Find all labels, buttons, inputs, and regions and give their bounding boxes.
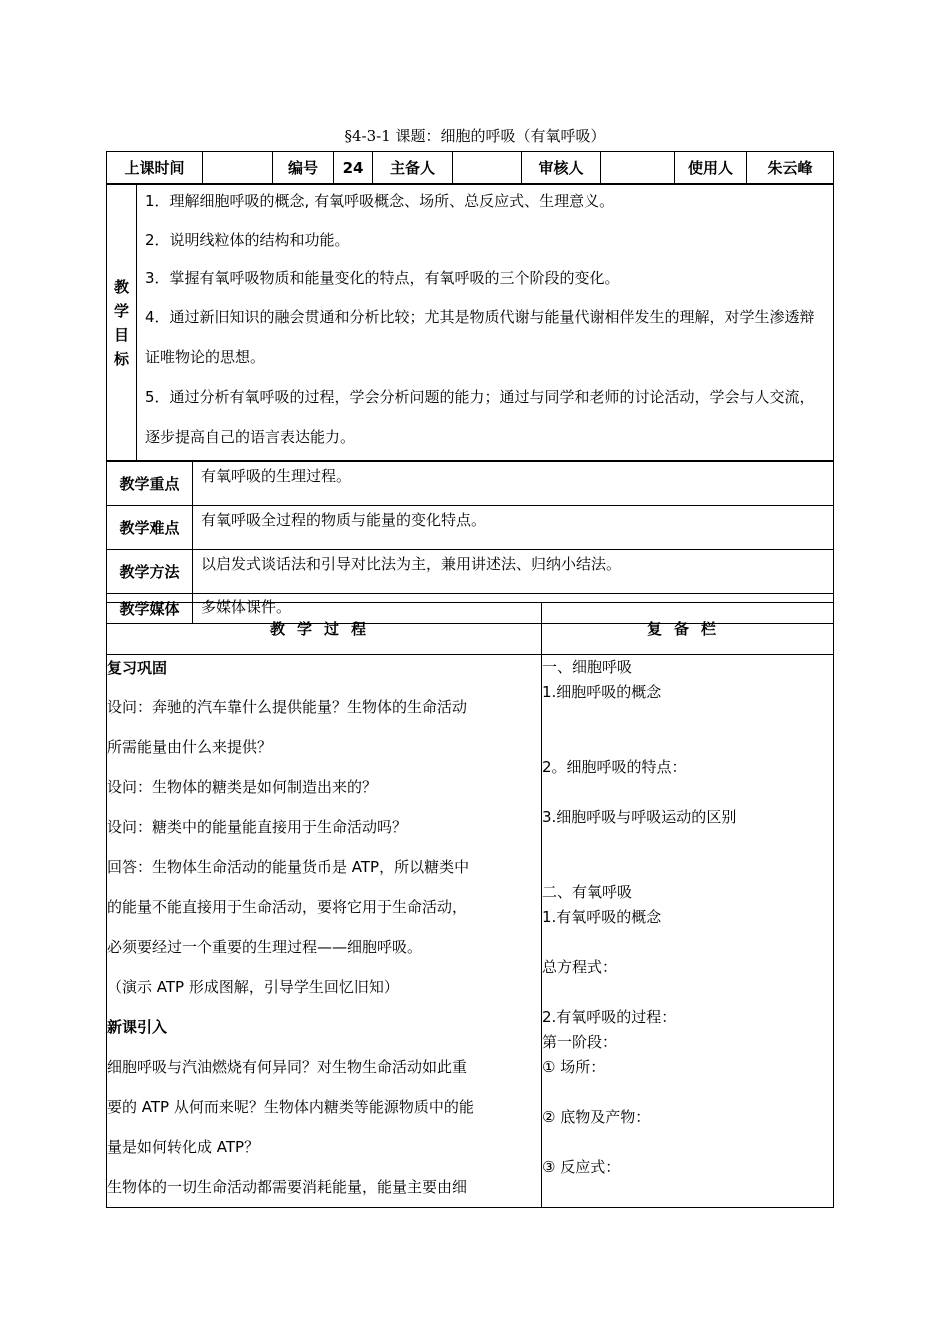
- reviewer-value: [601, 152, 675, 184]
- class-time-label: 上课时间: [107, 152, 203, 184]
- notes-section-title: 一、细胞呼吸: [542, 658, 633, 676]
- process-header: 教学过程: [107, 603, 542, 655]
- key-points-value: 有氧呼吸的生理过程。: [193, 462, 834, 506]
- media-label: 教学媒体: [107, 594, 193, 624]
- process-line: 量是如何转化成 ATP？: [107, 1138, 260, 1156]
- difficulties-label: 教学难点: [107, 506, 193, 550]
- objective-item: 3．掌握有氧呼吸物质和能量变化的特点，有氧呼吸的三个阶段的变化。: [145, 269, 620, 287]
- notes-header: 复备栏: [542, 603, 834, 655]
- notes-section-title: 二、有氧呼吸: [542, 883, 633, 901]
- process-line: 设问：生物体的糖类是如何制造出来的？: [107, 778, 378, 796]
- notes-content: [542, 655, 834, 1208]
- process-line: 要的 ATP 从何而来呢？生物体内糖类等能源物质中的能: [107, 1098, 474, 1116]
- notes-line: 1.细胞呼吸的概念: [542, 683, 662, 701]
- process-table: [106, 602, 834, 1208]
- notes-line: 2。细胞呼吸的特点：: [542, 758, 687, 776]
- number-label: 编号: [273, 152, 334, 184]
- document-title: §4-3-1 课题：细胞的呼吸（有氧呼吸）: [344, 127, 606, 145]
- objectives-label: 教 学 目 标: [107, 185, 137, 461]
- objectives-content: [137, 185, 834, 461]
- process-line: 设问：糖类中的能量能直接用于生命活动吗？: [107, 818, 408, 836]
- notes-line: 3.细胞呼吸与呼吸运动的区别: [542, 808, 737, 826]
- class-time-value: [203, 152, 273, 184]
- process-line: 生物体的一切生命活动都需要消耗能量，能量主要由细: [107, 1178, 468, 1196]
- notes-line: ③ 反应式：: [542, 1158, 621, 1176]
- objectives-table: [106, 184, 834, 461]
- number-value: 24: [334, 152, 373, 184]
- notes-line: ① 场所：: [542, 1058, 606, 1076]
- objective-item: 1．理解细胞呼吸的概念, 有氧呼吸概念、场所、总反应式、生理意义。: [145, 192, 615, 210]
- teaching-info-table: [106, 461, 834, 624]
- objective-item: 4．通过新旧知识的融会贯通和分析比较；尤其是物质代谢与能量代谢相伴发生的理解，对学生渗透辩证唯物论的思想。: [145, 308, 815, 366]
- header-table: [106, 151, 834, 184]
- key-points-label: 教学重点: [107, 462, 193, 506]
- process-line: 回答：生物体生命活动的能量货币是 ATP，所以糖类中: [107, 858, 470, 876]
- difficulties-value: 有氧呼吸全过程的物质与能量的变化特点。: [193, 506, 834, 550]
- process-content: [107, 655, 542, 1208]
- intro-title: 新课引入: [107, 1018, 168, 1036]
- process-line: 必须要经过一个重要的生理过程——细胞呼吸。: [107, 938, 423, 956]
- objective-item: 2．说明线粒体的结构和功能。: [145, 231, 350, 249]
- process-line: 所需能量由什么来提供？: [107, 738, 273, 756]
- media-value: 多媒体课件。: [193, 594, 834, 624]
- review-title: 复习巩固: [107, 659, 168, 677]
- process-line: 设问：奔驰的汽车靠什么提供能量？生物体的生命活动: [107, 698, 468, 716]
- reviewer-label: 审核人: [522, 152, 601, 184]
- preparer-value: [453, 152, 522, 184]
- user-label: 使用人: [675, 152, 747, 184]
- notes-line: 2.有氧呼吸的过程：: [542, 1008, 677, 1026]
- process-line: （演示 ATP 形成图解，引导学生回忆旧知）: [107, 978, 399, 996]
- user-value: 朱云峰: [747, 152, 834, 184]
- notes-line: 第一阶段：: [542, 1033, 618, 1051]
- process-line: 的能量不能直接用于生命活动，要将它用于生命活动，: [107, 898, 468, 916]
- methods-value: 以启发式谈话法和引导对比法为主，兼用讲述法、归纳小结法。: [193, 550, 834, 594]
- notes-line: 1.有氧呼吸的概念: [542, 908, 662, 926]
- preparer-label: 主备人: [373, 152, 453, 184]
- notes-line: 总方程式：: [542, 958, 618, 976]
- objective-item: 5．通过分析有氧呼吸的过程，学会分析问题的能力；通过与同学和老师的讨论活动，学会与人交流，逐步提高自己的语言表达能力。: [145, 388, 815, 446]
- process-line: 细胞呼吸与汽油燃烧有何异同？对生物生命活动如此重: [107, 1058, 468, 1076]
- notes-line: ② 底物及产物：: [542, 1108, 651, 1126]
- methods-label: 教学方法: [107, 550, 193, 594]
